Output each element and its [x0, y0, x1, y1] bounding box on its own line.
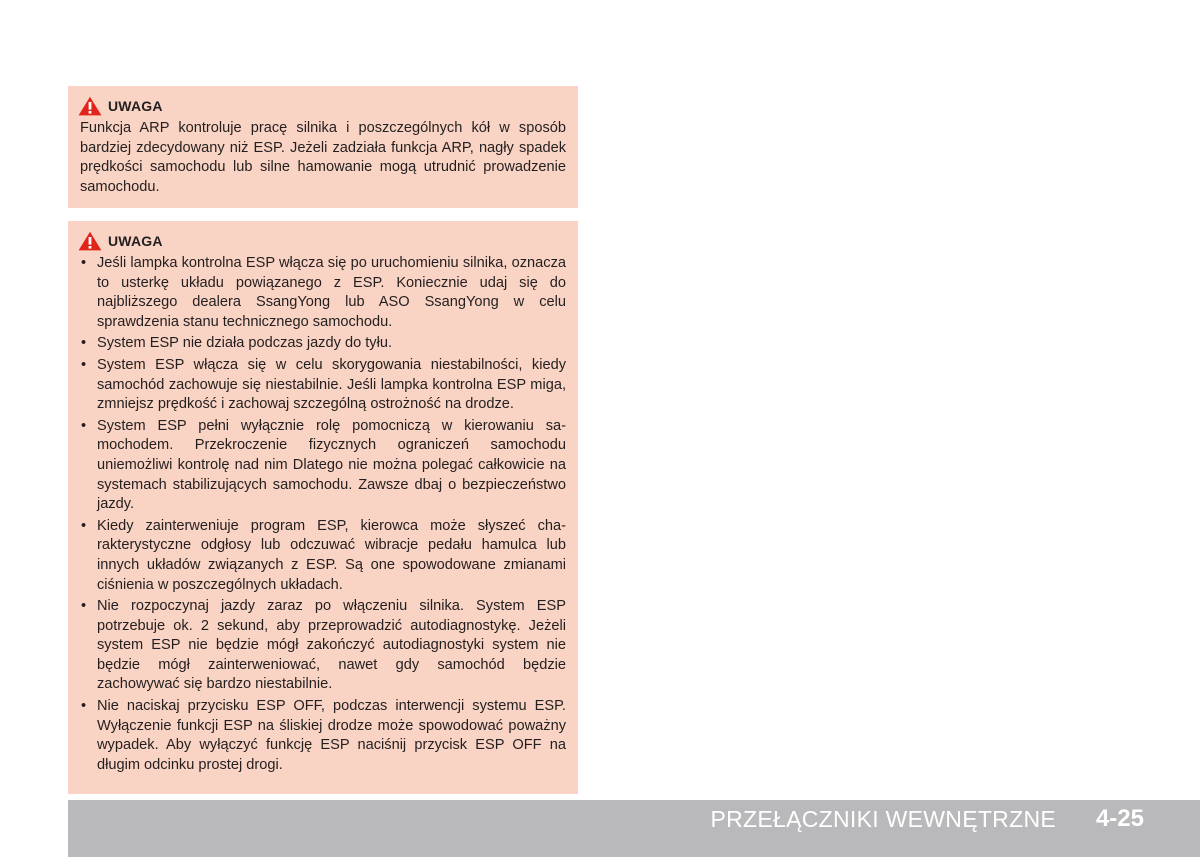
list-item: • System ESP nie działa podczas jazdy do tyłu. [80, 334, 566, 354]
warning-triangle-icon [78, 231, 102, 251]
warning-title: UWAGA [108, 233, 163, 249]
warning-list [80, 254, 566, 775]
warning-header [78, 96, 566, 116]
list-item: • Nie naciskaj przycisku ESP OFF, podczas interwencji systemu ESP. Wyłączenie funkcji ESP na śliskiej drodze może spowodować poważny wypadek. Aby wyłączyć funkcję ESP naciśnij przycisk ESP OFF na długim odcinku prostej drogi. [80, 697, 566, 775]
list-item: • Jeśli lampka kontrolna ESP włącza się po uruchomieniu silnika, oznacza to usterkę układu powiązanego z ESP. Koniecznie udaj się do najbliższego dealera SsangYong lub ASO SsangYong w celu sprawdzenia stanu technicznego samochodu. [80, 254, 566, 332]
warning-title: UWAGA [108, 98, 163, 114]
page-number: 4-25 [1095, 805, 1144, 832]
list-item: • System ESP włącza się w celu skorygowania niestabilności, kiedy samochód zachowuje się niestabilnie. Jeśli lampka kontrolna ESP miga, zmniejsz prędkość i zachowaj szczególną ostrożność na drodze. [80, 356, 566, 415]
page-footer [68, 800, 1200, 857]
section-title: PRZEŁĄCZNIKI WEWNĘTRZNE [710, 806, 1056, 832]
warning-text: Funkcja ARP kontroluje pracę silnika i poszczególnych kół w sposób bardziej zdecydowany niż ESP. Jeżeli zadziała funkcja ARP, nagły spadek prędkości samochodu lub silne hamowanie mogą utrudnić prowadzenie samochodu. [80, 120, 566, 195]
warning-header [78, 231, 566, 251]
warning-box-arp [68, 86, 578, 208]
warning-triangle-icon [78, 96, 102, 116]
warning-box-esp [68, 221, 578, 794]
list-item: • Nie rozpoczynaj jazdy zaraz po włączeniu silnika. System ESP potrzebuje ok. 2 sekund, aby przeprowadzić autodiagnostykę. Jeżeli system ESP nie będzie mógł zakończyć autodiagnostyki system nie będzie mógł zainterweniować, nawet gdy samochód będzie zachowywać się bardzo niestabilnie. [80, 597, 566, 695]
list-item: • Kiedy zainterweniuje program ESP, kierowca może słyszeć charakterystyczne odgłosy lub odczuwać wibracje pedału hamulca lub innych układów związanych z ESP. Są one spowodowane zmianami ciśnienia w poszczególnych układach. [80, 517, 566, 595]
list-item: • System ESP pełni wyłącznie rolę pomocniczą w kierowaniu samochodem. Przekroczenie fizycznych ograniczeń samochodu uniemożliwi kontrolę nad nim Dlatego nie można polegać całkowicie na systemach stabilizujących samochodu. Zawsze dbaj o bezpieczeństwo jazdy. [80, 417, 566, 515]
